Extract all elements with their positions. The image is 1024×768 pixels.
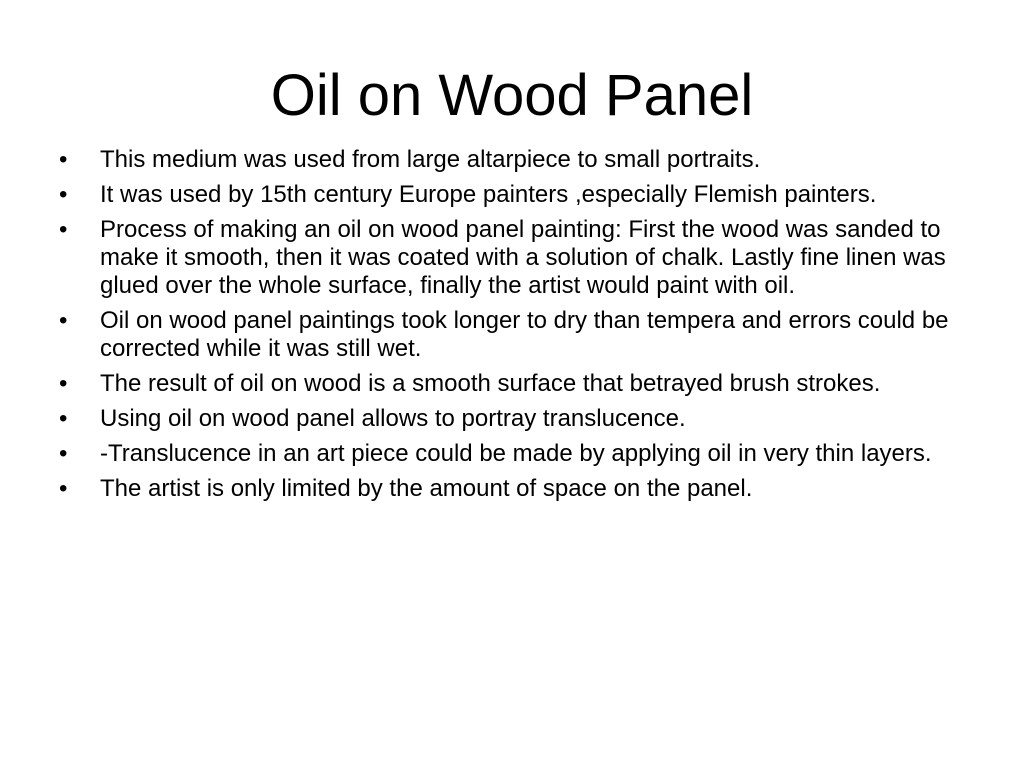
bullet-text: Using oil on wood panel allows to portray translucence. — [100, 405, 686, 432]
bullet-item — [58, 181, 963, 209]
bullet-item — [58, 146, 963, 174]
bullet-item — [58, 405, 963, 433]
bullet-text: It was used by 15th century Europe painters ,especially Flemish painters. — [100, 181, 877, 208]
bullet-text: The artist is only limited by the amount of space on the panel. — [100, 475, 753, 502]
bullet-item — [58, 475, 963, 503]
bullet-item — [58, 440, 963, 468]
bullet-marker: • — [59, 440, 68, 467]
bullet-text: This medium was used from large altarpiece to small portraits. — [100, 146, 761, 173]
bullet-item — [58, 370, 963, 398]
slide-title: Oil on Wood Panel — [270, 63, 754, 128]
bullet-marker: • — [59, 370, 68, 397]
bullet-item — [58, 216, 963, 300]
bullet-text: Process of making an oil on wood panel painting: First the wood was sanded to make it smooth, then it was coated with a solution of chalk. Lastly fine linen was glued over the whole surface, finally the artist would paint with oil. — [100, 216, 946, 299]
bullet-marker: • — [59, 307, 68, 334]
bullet-list — [58, 146, 963, 510]
bullet-marker: • — [59, 405, 68, 432]
bullet-marker: • — [59, 181, 68, 208]
bullet-marker: • — [59, 216, 68, 243]
bullet-text: -Translucence in an art piece could be made by applying oil in very thin layers. — [100, 440, 932, 467]
bullet-marker: • — [59, 475, 68, 502]
bullet-item — [58, 307, 963, 363]
bullet-marker: • — [59, 146, 68, 173]
bullet-text: The result of oil on wood is a smooth surface that betrayed brush strokes. — [100, 370, 881, 397]
bullet-text: Oil on wood panel paintings took longer to dry than tempera and errors could be corrected while it was still wet. — [100, 307, 949, 362]
